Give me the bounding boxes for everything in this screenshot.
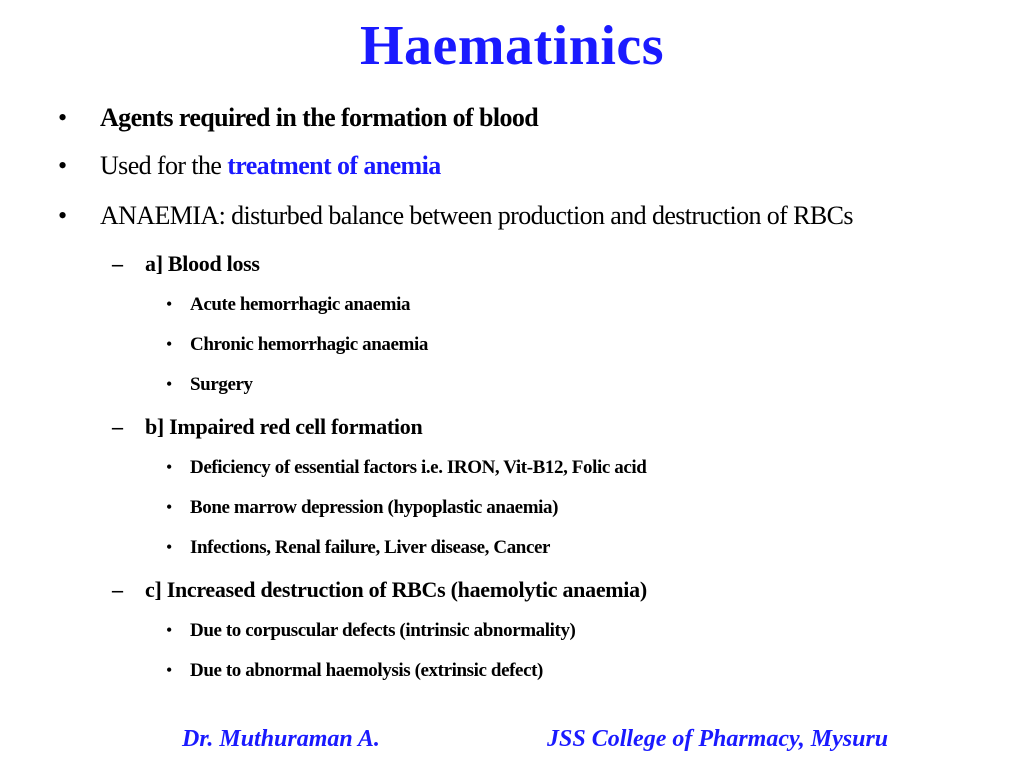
dash-marker: –	[112, 577, 123, 602]
bullet-point-text: ANAEMIA: disturbed balance between production and destruction of RBCs	[100, 201, 853, 230]
bullet-marker: •	[58, 103, 68, 132]
bullet-marker: •	[166, 334, 173, 354]
bullet-marker: •	[58, 201, 68, 230]
sub-item-text: Chronic hemorrhagic anaemia	[190, 334, 428, 355]
bullet-marker: •	[166, 660, 173, 680]
bullet-marker: •	[166, 374, 173, 394]
sub-item-text: Acute hemorrhagic anaemia	[190, 294, 411, 315]
footer-author: Dr. Muthuraman A.	[182, 726, 380, 752]
bullet-marker: •	[166, 537, 173, 557]
sub-item-text: Surgery	[190, 374, 253, 395]
sub-point-label: b] Impaired red cell formation	[145, 414, 423, 439]
sub-item-text: Due to abnormal haemolysis (extrinsic defect)	[190, 660, 543, 681]
bullet-marker: •	[58, 151, 68, 180]
dash-marker: –	[112, 251, 123, 276]
bullet-point-text: Agents required in the formation of blood	[100, 103, 539, 132]
sub-item-text: Infections, Renal failure, Liver disease, Cancer	[190, 537, 551, 558]
bullet-marker: •	[166, 620, 173, 640]
sub-point-label: c] Increased destruction of RBCs (haemolytic anaemia)	[145, 577, 647, 602]
bullet-marker: •	[166, 497, 173, 517]
highlight-text: treatment of anemia	[227, 151, 441, 180]
slide-title: Haematinics	[359, 15, 665, 77]
footer-institution: JSS College of Pharmacy, Mysuru	[547, 726, 889, 752]
bullet-marker: •	[166, 457, 173, 477]
sub-item-text: Deficiency of essential factors i.e. IRON, Vit-B12, Folic acid	[190, 457, 647, 478]
sub-point-label: a] Blood loss	[145, 251, 260, 276]
sub-item-text: Due to corpuscular defects (intrinsic abnormality)	[190, 620, 576, 641]
dash-marker: –	[112, 414, 123, 439]
bullet-point-text	[100, 151, 441, 181]
sub-item-text: Bone marrow depression (hypoplastic anaemia)	[190, 497, 559, 518]
bullet-marker: •	[166, 294, 173, 314]
bullet-point-prefix: Used for the	[100, 151, 228, 180]
